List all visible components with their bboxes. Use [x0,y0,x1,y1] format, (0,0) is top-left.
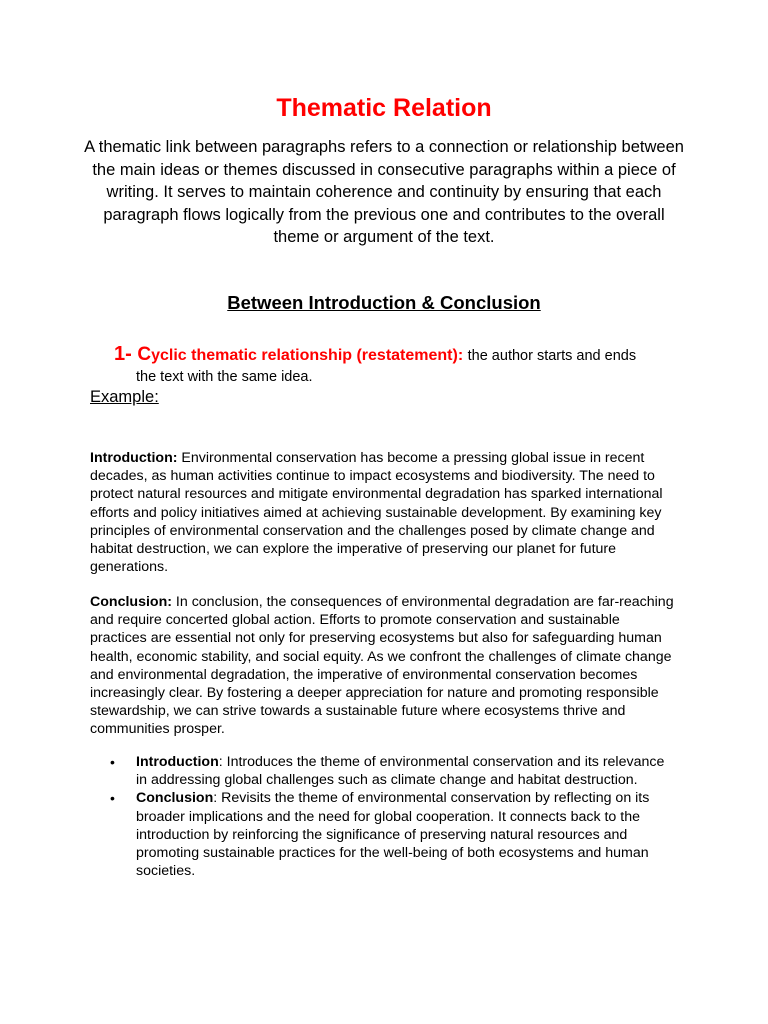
bullet-label: Conclusion [136,790,214,807]
bullet-text: : Revisits the theme of environmental conservation by reflecting on its broader implications and the need for global cooperation. It connects back to the introduction by reinforcing the significance of preserving natural resources and promoting sustainable practices for the well-being of both ecosystems and human societies. [136,790,650,880]
bullet-text: : Introduces the theme of environmental conservation and its relevance in addressing global challenges such as climate change and habitat destruction. [136,754,665,789]
bullet-label: Introduction [136,754,219,770]
item-description-continued: the text with the same idea. [136,369,313,385]
item-title [137,344,464,365]
list-item [110,789,670,880]
conclusion-text: In conclusion, the consequences of environmental degradation are far-reaching and require concerted global action. Efforts to promote conservation and sustainable practices are essential not only for preserving ecosystems but also for safeguarding human health, economic stability, and social equity. As we confront the challenges of climate change and environmental degradation, the imperative of environmental conservation becomes increasingly clear. By fostering a deeper appreciation for nature and promoting responsible stewardship, we can strive towards a sustainable future where ecosystems thrive and communities prosper. [90,594,674,738]
introduction-text: Environmental conservation has become a pressing global issue in recent decades, as human activities continue to impact ecosystems and biodiversity. The need to protect natural resources and mitigate environmental degradation has sparked international efforts and policy initiatives aimed at achieving sustainable development. By examining key principles of environmental conservation and the challenges posed by climate change and habitat destruction, we can explore the imperative of preserving our planet for future generations. [90,450,663,576]
section-heading: Between Introduction & Conclusion [227,292,541,313]
example-conclusion [90,593,680,739]
item-title-first-letter: C [137,344,152,365]
page-title: Thematic Relation [276,94,492,122]
item-number: 1- [114,343,138,365]
bullet-icon: • [110,754,115,770]
list-item [110,753,670,789]
item-title-rest: yclic thematic relationship (restatement): [151,347,464,364]
example-introduction [90,449,680,576]
example-label: Example: [90,388,159,406]
intro-paragraph: A thematic link between paragraphs refers to a connection or relationship between the main ideas or themes discussed in consecutive paragraphs within a piece of writing. It serves to maintain coherence and continuity by ensuring that each paragraph flows logically from the previous one and contributes to the overall theme or argument of the text. [84,138,684,247]
item-description: the author starts and ends [467,348,637,364]
bullet-icon: • [110,790,115,807]
conclusion-label: Conclusion: [90,594,172,610]
introduction-label: Introduction: [90,450,178,466]
numbered-item-1 [114,342,714,368]
bullet-list [110,753,670,880]
